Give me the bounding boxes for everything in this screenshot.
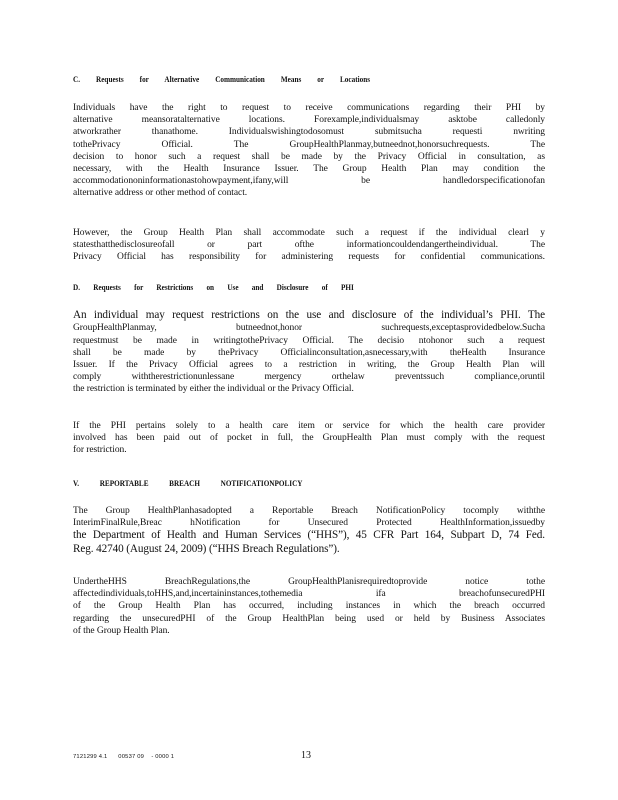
text-line: An individual may request restrictions on the use and disclosure of the individual’s PHI. The xyxy=(73,309,545,321)
text-line: involved has been paid out of pocket in full, the GroupHealth Plan must comply with the request xyxy=(73,433,545,444)
text-line: alternative meansoratalternative locations. Forexample,individualsmay asktobe calledonly xyxy=(73,115,545,126)
text-line: requestmust be made in writingtothePrivacy Official. The decisio ntohonor such a request xyxy=(73,335,545,346)
section-d-paragraph-1 xyxy=(73,309,545,396)
text-line: the Department of Health and Human Services (“HHS”), 45 CFR Part 164, Subpart D, 74 Fed. xyxy=(73,529,545,542)
text-line: However, the Group Health Plan shall accommodate such a request if the individual clearl y xyxy=(73,228,545,238)
text-line: of the Group Health Plan. xyxy=(73,625,170,636)
text-line: If the PHI pertains solely to a health care item or service for which the health care provider xyxy=(73,421,545,431)
text-line: decision to honor such a request shall be made by the Privacy Official in consultation, as xyxy=(73,151,545,162)
text-line: GroupHealthPlanmay, butneednot,honor suchrequests,exceptasprovidedbelow.Sucha xyxy=(73,323,545,334)
text-line: affectedindividuals,toHHS,and,incertaininstances,tothemedia ifa breachofunsecuredPHI xyxy=(73,589,545,600)
text-line: necessary, with the Health Insurance Issuer. The Group Health Plan may condition the xyxy=(73,164,545,175)
text-line: Issuer. If the Privacy Official agrees to a restriction in writing, the Group Health Plan will xyxy=(73,359,545,370)
section-v-paragraph-1 xyxy=(73,505,545,556)
page-number: 13 xyxy=(301,750,311,761)
text-line: shall be made by thePrivacy Officialinconsultation,asnecessary,with theHealth Insurance xyxy=(73,347,545,358)
text-line: accommodationoninformationastohowpayment,ifany,will be handledorspecificationofan xyxy=(73,176,545,187)
section-v-paragraph-2 xyxy=(73,576,545,637)
text-line: tothePrivacy Official. The GroupHealthPlanmay,butneednot,honorsuchrequests. The xyxy=(73,139,545,150)
text-line: comply withtherestrictionunlessane mergency orthelaw preventssuch compliance,oruntil xyxy=(73,372,545,383)
section-d-heading: D. Requests for Restrictions on Use and Disclosure of PHI xyxy=(73,283,354,292)
text-line: atworkrather thanathome. Individualswishingtodosomust submitsucha requesti nwriting xyxy=(73,127,545,138)
text-line: Privacy Official has responsibility for administering requests for confidential communications. xyxy=(73,252,545,263)
text-line: UndertheHHS BreachRegulations,the GroupHealthPlanisrequiredtoprovide notice tothe xyxy=(73,577,545,587)
section-d-paragraph-2 xyxy=(73,420,545,457)
section-v-heading: V. REPORTABLE BREACH NOTIFICATIONPOLICY xyxy=(73,479,303,488)
document-id: 7121299 4.1 00537 09 - 0000 1 xyxy=(73,754,175,760)
text-line: InterimFinalRule,Breac hNotification for Unsecured Protected HealthInformation,issuedby xyxy=(73,518,545,529)
section-c-heading: C. Requests for Alternative Communication Means or Locations xyxy=(73,75,370,84)
section-c-paragraph-2 xyxy=(73,227,545,264)
text-line: for restriction. xyxy=(73,445,127,456)
text-line: The Group HealthPlanhasadopted a Reportable Breach NotificationPolicy tocomply withthe xyxy=(73,506,545,516)
text-line: statesthatthedisclosureofall or part ofthe informationcouldendangertheindividual. The xyxy=(73,240,545,251)
text-line: Individuals have the right to request to receive communications regarding their PHI by xyxy=(73,103,545,113)
text-line: alternative address or other method of contact. xyxy=(73,188,248,199)
text-line: Reg. 42740 (August 24, 2009) (“HHS Breach Regulations”). xyxy=(73,542,340,555)
text-line: regarding the unsecuredPHI of the Group HealthPlan being used or held by Business Associates xyxy=(73,613,545,624)
section-c-paragraph-1 xyxy=(73,102,545,200)
text-line: of the Group Health Plan has occurred, including instances in which the breach occurred xyxy=(73,601,545,612)
text-line: the restriction is terminated by either the individual or the Privacy Official. xyxy=(73,384,354,395)
